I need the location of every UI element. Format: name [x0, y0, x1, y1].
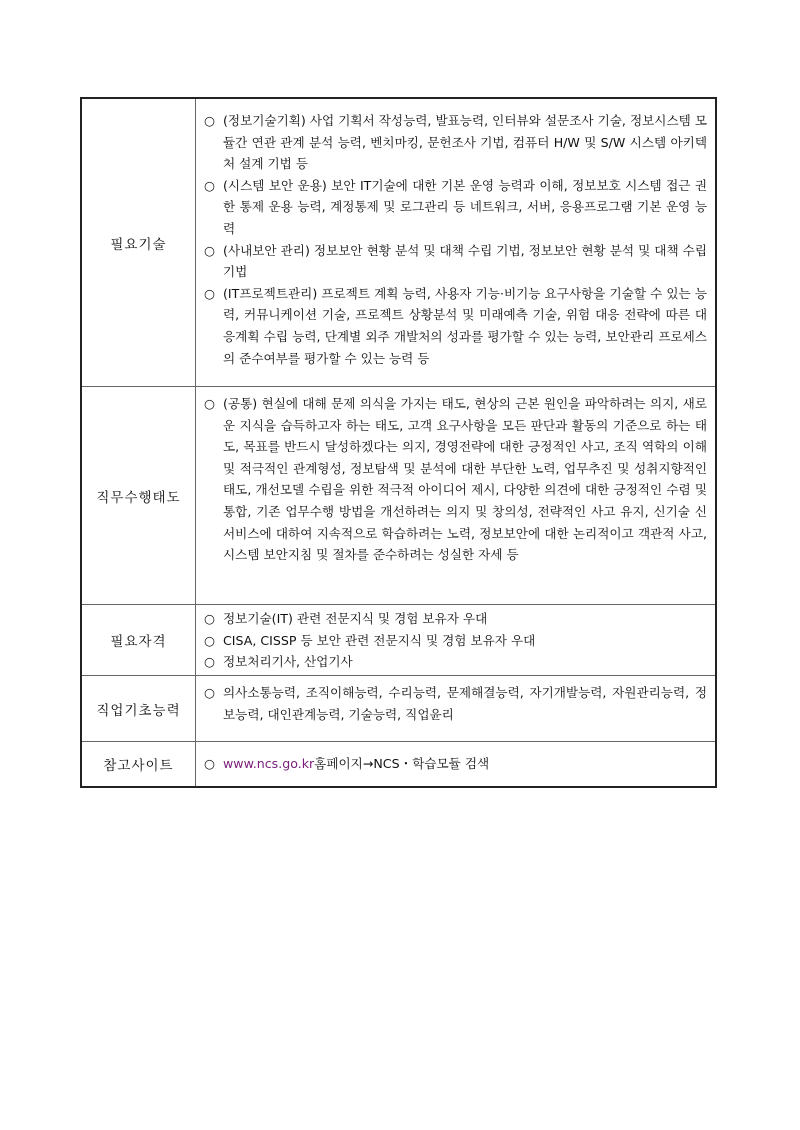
row-label: 필요기술	[82, 99, 196, 386]
row-content	[196, 387, 715, 604]
basic-competency-row	[82, 675, 715, 741]
reference-text: 홈페이지→NCS・학습모듈 검색	[314, 756, 490, 772]
row-label: 직업기초능력	[82, 676, 196, 741]
row-label: 직무수행태도	[82, 387, 196, 604]
row-content	[196, 605, 715, 675]
bullet-icon: ○	[204, 285, 215, 301]
list-item: ○ CISA, CISSP 등 보안 관련 전문지식 및 경험 보유자 우대	[204, 630, 707, 652]
list-item: ○ (IT프로젝트관리) 프로젝트 계획 능력, 사용자 기능·비기능 요구사항을 기술할 수 있는 능력, 커뮤니케이션 기술, 프로젝트 상황분석 및 미래예측 기술, 위험 대응 전략에 따른 대응계획 수립 능력, 단계별 외주 개발처의 성과를 평가할 수 있는 능력, 보안관리 프로세스의 준수여부를 평가할 수 있는 능력 등	[204, 283, 707, 369]
bullet-icon: ○	[204, 632, 215, 648]
row-content	[196, 676, 715, 741]
list-item: ○ (시스템 보안 운용) 보안 IT기술에 대한 기본 운영 능력과 이해, 정보보호 시스템 접근 권한 통제 운용 능력, 계정통제 및 로그관리 등 네트워크, 서버, 응용프로그램 기본 운영 능력	[204, 175, 707, 240]
list-item: ○ 의사소통능력, 조직이해능력, 수리능력, 문제해결능력, 자기개발능력, 자원관리능력, 정보능력, 대인관계능력, 기술능력, 직업윤리	[204, 682, 707, 725]
bullet-icon: ○	[204, 654, 215, 670]
required-qualifications-row	[82, 604, 715, 675]
list-item	[204, 753, 489, 775]
row-label: 필요자격	[82, 605, 196, 675]
list-item: ○ (공통) 현실에 대해 문제 의식을 가지는 태도, 현상의 근본 원인을 파악하려는 의지, 새로운 지식을 습득하고자 하는 태도, 고객 요구사항을 모든 판단과 활동의 기준으로 하는 태도, 목표를 반드시 달성하겠다는 의지, 경영전략에 대한 긍정적인 사고, 조직 역학의 이해 및 적극적인 관계형성, 정보탐색 및 분석에 대한 부단한 노력, 업무추진 및 성취지향적인 태도, 개선모델 수립을 위한 적극적 아이디어 제시, 다양한 의견에 대한 긍정적인 수렴 및 통합, 기존 업무수행 방법을 개선하려는 의지 및 창의성, 전략적인 사고 유지, 신기술 신서비스에 대하여 지속적으로 학습하려는 노력, 정보보안에 대한 논리적이고 객관적 사고, 시스템 보안지침 및 절차를 준수하려는 성실한 자세 등	[204, 393, 707, 566]
job-attitude-row	[82, 386, 715, 604]
bullet-icon: ○	[204, 113, 215, 128]
row-content	[196, 742, 715, 786]
reference-site-row	[82, 741, 715, 786]
list-item: ○ (사내보안 관리) 정보보안 현황 분석 및 대책 수립 기법, 정보보안 현황 분석 및 대책 수립 기법	[204, 240, 707, 283]
list-item: ○ 정보처리기사, 산업기사	[204, 651, 707, 673]
list-item: ○ (정보기술기획) 사업 기획서 작성능력, 발표능력, 인터뷰와 설문조사 기술, 정보시스템 모듈간 연관 관계 분석 능력, 벤치마킹, 문헌조사 기법, 컴퓨터 H/W 및 S/W 시스템 아키텍처 설계 기법 등	[204, 110, 707, 175]
required-skills-row	[82, 99, 715, 386]
job-description-table	[80, 97, 717, 788]
list-item: ○ 정보기술(IT) 관련 전문지식 및 경험 보유자 우대	[204, 608, 707, 630]
bullet-icon: ○	[204, 756, 215, 772]
ncs-website-link[interactable]: www.ncs.go.kr	[223, 756, 315, 772]
bullet-icon: ○	[204, 685, 215, 700]
bullet-icon: ○	[204, 177, 215, 193]
bullet-icon: ○	[204, 396, 215, 411]
row-content	[196, 99, 715, 386]
bullet-icon: ○	[204, 611, 215, 626]
bullet-icon: ○	[204, 242, 215, 258]
row-label: 참고사이트	[82, 742, 196, 786]
